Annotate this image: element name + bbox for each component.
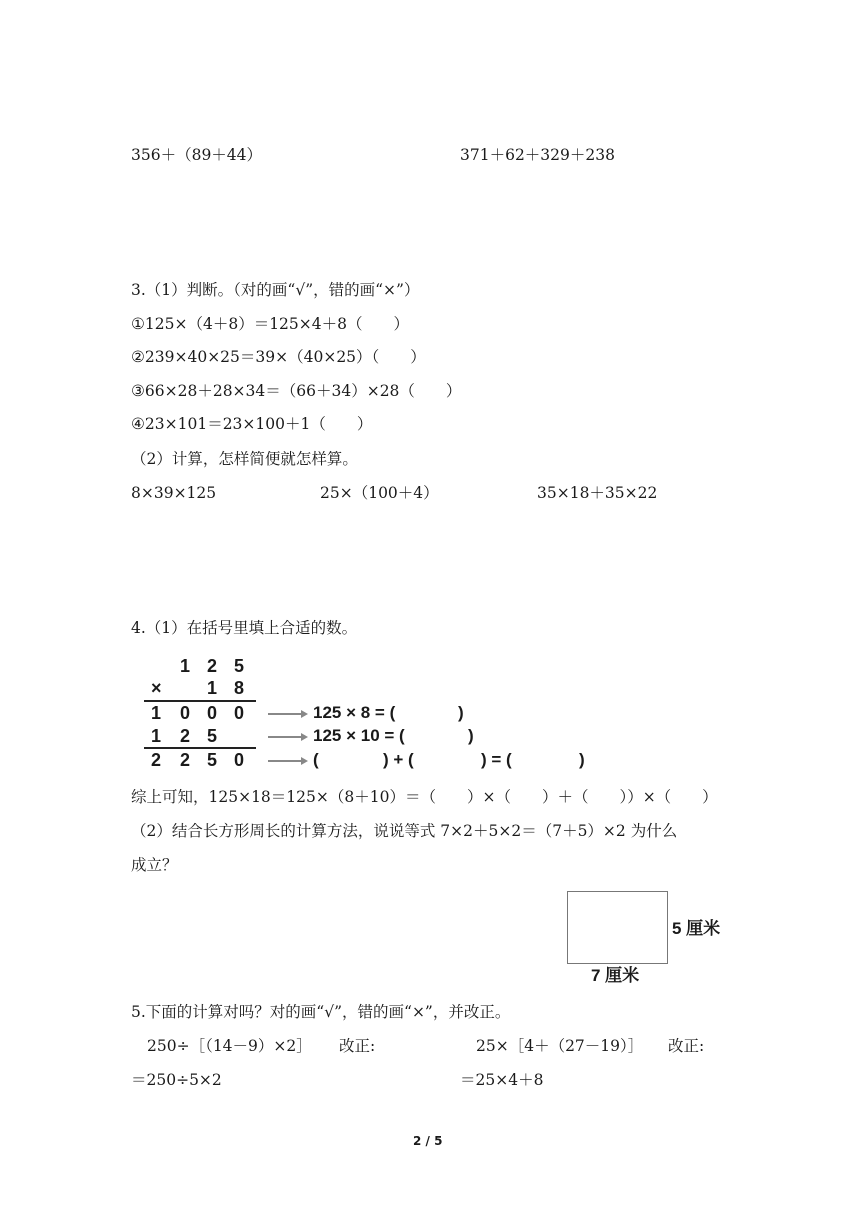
q4-part2-line2: 成立？ — [131, 856, 178, 874]
digit: 5 — [234, 656, 245, 676]
q3-calc-3: 35×18＋35×22 — [537, 484, 658, 502]
q5-right-expr: 25×［4＋（27－19）］ — [476, 1037, 644, 1055]
digit: 2 — [180, 726, 191, 746]
line — [144, 747, 256, 749]
digit: 1 — [180, 656, 191, 676]
q5-left-expr: 250÷［（14－9）×2］ — [147, 1037, 312, 1055]
arrow-icon — [268, 713, 306, 715]
q5-left-step: ＝250÷5×2 — [131, 1071, 222, 1089]
page-number: 2 / 5 — [413, 1134, 443, 1148]
q5-left-fix-label: 改正: — [339, 1037, 376, 1055]
arrow-icon — [268, 760, 306, 762]
q3-item-3: ③66×28＋28×34＝（66＋34）×28（ ） — [131, 382, 462, 400]
q3-title: 3.（1）判断。（对的画“√”，错的画“×”） — [131, 281, 420, 299]
arrow-icon — [268, 736, 306, 738]
digit: 1 — [151, 703, 162, 723]
equation-equals: ) = ( — [481, 750, 512, 769]
digit: 5 — [207, 726, 218, 746]
q5-right-step: ＝25×4＋8 — [460, 1071, 544, 1089]
equation-125x10: 125 × 10 = ( — [313, 726, 405, 745]
paren-close: ) — [458, 703, 464, 722]
digit: 0 — [207, 703, 218, 723]
digit: 0 — [234, 750, 245, 770]
q3-calc-1: 8×39×125 — [131, 484, 217, 502]
paren-close: ) — [579, 750, 585, 769]
equation-plus: ) + ( — [383, 750, 414, 769]
rect-width-label: 7 厘米 — [591, 966, 640, 985]
rectangle-figure — [567, 891, 668, 964]
digit: 1 — [151, 726, 162, 746]
digit: 0 — [234, 703, 245, 723]
multiply-sign: × — [151, 678, 162, 698]
digit: 2 — [207, 656, 218, 676]
line — [144, 700, 256, 702]
rect-height-label: 5 厘米 — [672, 919, 721, 938]
digit: 8 — [234, 678, 245, 698]
expression-q2-left: 356＋（89＋44） — [131, 146, 263, 164]
q3-part2: （2）计算，怎样简便就怎样算。 — [131, 450, 358, 468]
digit: 5 — [207, 750, 218, 770]
paren-open: ( — [313, 750, 319, 769]
q4-part2-line1: （2）结合长方形周长的计算方法，说说等式 7×2＋5×2＝（7＋5）×2 为什么 — [131, 822, 678, 840]
digit: 1 — [207, 678, 218, 698]
q5-title: 5.下面的计算对吗？对的画“√”，错的画“×”，并改正。 — [131, 1003, 511, 1021]
q3-calc-2: 25×（100＋4） — [320, 484, 439, 502]
q5-right-fix-label: 改正: — [668, 1037, 705, 1055]
q3-item-2: ②239×40×25＝39×（40×25）（ ） — [131, 348, 426, 366]
q3-item-4: ④23×101＝23×100＋1（ ） — [131, 415, 373, 433]
q4-summary: 综上可知，125×18＝125×（8＋10）＝（ ）×（ ）＋（ ））×（ ） — [131, 788, 718, 806]
digit: 2 — [180, 750, 191, 770]
q3-item-1: ①125×（4＋8）＝125×4＋8（ ） — [131, 315, 409, 333]
equation-125x8: 125 × 8 = ( — [313, 703, 396, 722]
paren-close: ) — [468, 726, 474, 745]
q4-title: 4.（1）在括号里填上合适的数。 — [131, 619, 358, 637]
digit: 0 — [180, 703, 191, 723]
expression-q2-right: 371＋62＋329＋238 — [460, 146, 615, 164]
digit: 2 — [151, 750, 162, 770]
